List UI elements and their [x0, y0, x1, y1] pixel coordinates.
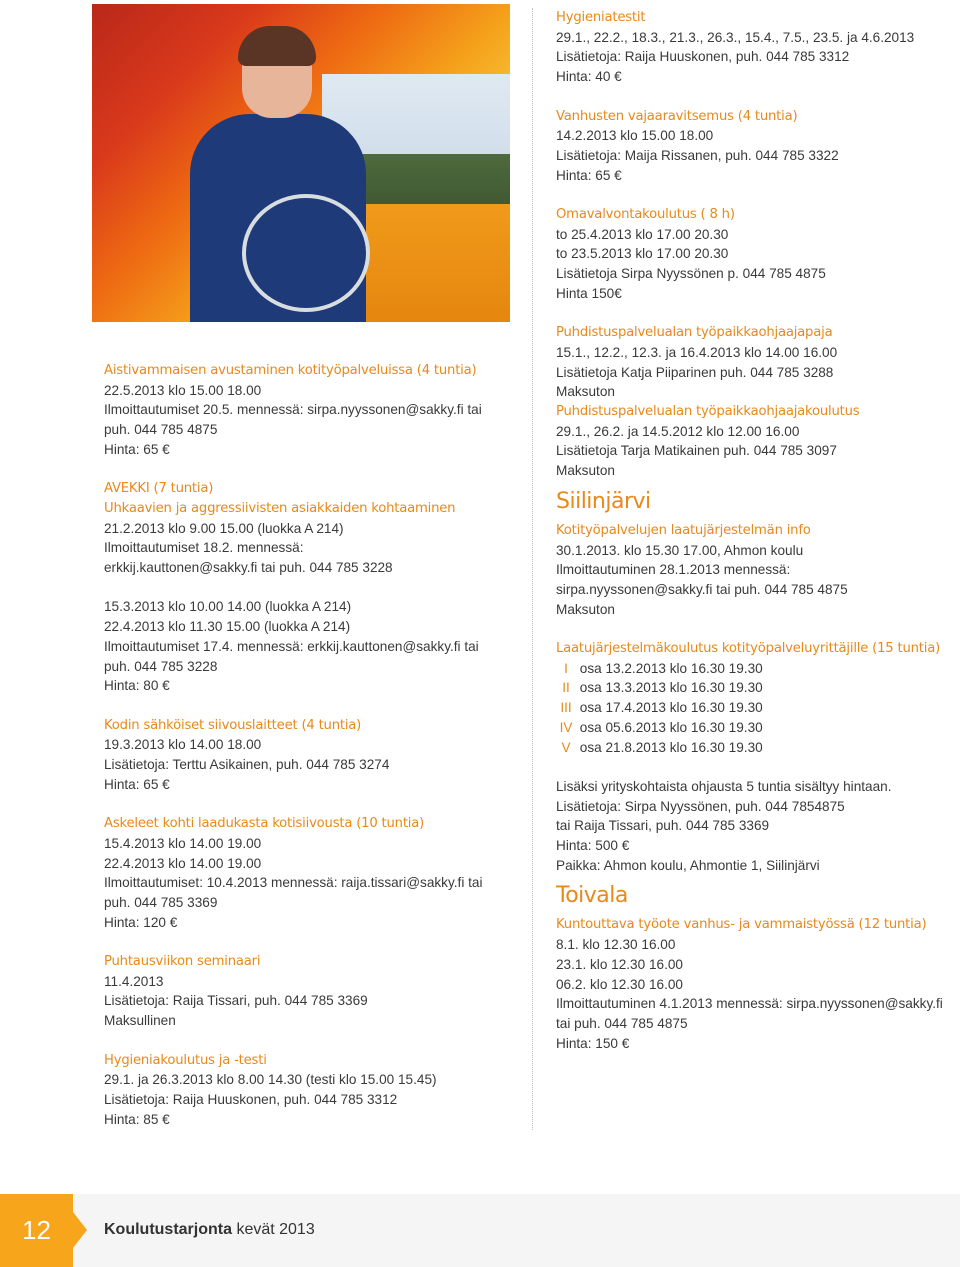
course-section [556, 521, 960, 620]
course-detail: 06.2. klo 12.30 16.00 [556, 976, 683, 992]
course-detail: 19.3.2013 klo 14.00 18.00 [104, 737, 262, 753]
course-detail: to 23.5.2013 klo 17.00 20.30 [556, 246, 729, 262]
course-detail: puh. 044 785 3369 [104, 894, 218, 910]
course-detail: to 25.4.2013 klo 17.00 20.30 [556, 226, 729, 242]
course-section [556, 402, 960, 481]
course-detail: Maksuton [556, 384, 615, 400]
course-section [104, 716, 514, 795]
course-detail: Lisätietoja: Sirpa Nyyssönen, puh. 044 7854875 [556, 798, 845, 814]
course-detail: 22.4.2013 klo 11.30 15.00 (luokka A 214) [104, 619, 351, 635]
course-heading: Puhtausviikon seminaari [104, 954, 261, 970]
course-detail: 21.2.2013 klo 9.00 15.00 (luokka A 214) [104, 520, 344, 536]
course-detail: Hinta: 85 € [104, 1111, 170, 1127]
course-detail: Lisätietoja Katja Piiparinen puh. 044 785 3288 [556, 364, 834, 380]
column-divider [532, 8, 533, 1130]
spacer [104, 1031, 514, 1051]
spacer [556, 185, 960, 205]
course-detail: Paikka: Ahmon koulu, Ahmontie 1, Siilinjärvi [556, 857, 820, 873]
course-heading: Puhdistuspalvelualan työpaikkaohjaajapaja [556, 325, 833, 341]
course-detail: 22.5.2013 klo 15.00 18.00 [104, 382, 262, 398]
course-detail: Ilmoittautumiset: 10.4.2013 mennessä: raija.tissari@sakky.fi tai [104, 875, 483, 891]
photo-hose [242, 194, 370, 312]
course-detail: Lisätietoja: Raija Huuskonen, puh. 044 785 3312 [556, 49, 850, 65]
part-text: osa 13.3.2013 klo 16.30 19.30 [579, 680, 763, 696]
course-detail: 15.3.2013 klo 10.00 14.00 (luokka A 214) [104, 599, 352, 615]
course-detail: Hinta: 40 € [556, 69, 622, 85]
course-detail: Hinta: 500 € [556, 838, 630, 854]
course-detail: puh. 044 785 3228 [104, 658, 218, 674]
course-detail: Ilmoittautumiset 20.5. mennessä: sirpa.nyyssonen@sakky.fi tai [104, 402, 482, 418]
course-detail: sirpa.nyyssonen@sakky.fi tai puh. 044 785 4875 [556, 581, 848, 597]
spacer [104, 932, 514, 952]
course-detail: Maksuton [556, 601, 615, 617]
spacer [556, 757, 960, 777]
course-part [556, 698, 960, 718]
spacer [556, 87, 960, 107]
course-detail: Lisäksi yrityskohtaista ohjausta 5 tuntia sisältyy hintaan. [556, 778, 892, 794]
course-detail: 14.2.2013 klo 15.00 18.00 [556, 128, 714, 144]
part-numeral: IV [559, 719, 573, 735]
course-detail: Lisätietoja Tarja Matikainen puh. 044 785 3097 [556, 443, 837, 459]
left-column [104, 361, 514, 1129]
footer-title [104, 1221, 315, 1239]
spacer [104, 460, 514, 480]
spacer [104, 578, 514, 598]
course-part [556, 718, 960, 738]
course-detail: Hinta: 65 € [104, 776, 170, 792]
course-section [556, 8, 960, 87]
course-detail: Hinta: 80 € [104, 678, 170, 694]
spacer [556, 304, 960, 324]
course-detail: 15.1., 12.2., 12.3. ja 16.4.2013 klo 14.00 16.00 [556, 344, 838, 360]
course-detail: 11.4.2013 [104, 973, 164, 989]
page-number: 12 [0, 1194, 73, 1267]
part-numeral: III [560, 700, 572, 716]
course-detail: Maksullinen [104, 1013, 176, 1029]
course-section [104, 952, 514, 1031]
course-heading: Kuntouttava työote vanhus- ja vammaistyössä (12 tuntia) [556, 917, 927, 933]
course-section [104, 479, 514, 696]
region-title-toivala: Toivala [556, 883, 628, 909]
spacer [556, 619, 960, 639]
course-part [556, 738, 960, 758]
course-detail: 29.1., 22.2., 18.3., 21.3., 26.3., 15.4., 7.5., 23.5. ja 4.6.2013 [556, 29, 915, 45]
right-column [556, 8, 960, 1053]
spacer [104, 696, 514, 716]
course-section [556, 323, 960, 402]
part-text: osa 13.2.2013 klo 16.30 19.30 [579, 660, 763, 676]
course-detail: Hinta: 150 € [556, 1035, 630, 1051]
course-detail: Lisätietoja: Maija Rissanen, puh. 044 785 3322 [556, 147, 839, 163]
course-detail: Ilmoittautumiset 17.4. mennessä: erkkij.kauttonen@sakky.fi tai [104, 638, 479, 654]
course-heading: Vanhusten vajaaravitsemus (4 tuntia) [556, 108, 798, 124]
part-numeral: II [562, 680, 570, 696]
course-heading: Laatujärjestelmäkoulutus kotityöpalveluyrittäjille (15 tuntia) [556, 641, 941, 657]
course-detail: 15.4.2013 klo 14.00 19.00 [104, 835, 262, 851]
course-detail: Ilmoittautuminen 4.1.2013 mennessä: sirpa.nyyssonen@sakky.fi [556, 996, 943, 1012]
course-detail: erkkij.kauttonen@sakky.fi tai puh. 044 785 3228 [104, 560, 393, 576]
course-detail: Ilmoittautumiset 18.2. mennessä: [104, 540, 304, 556]
course-detail: 29.1., 26.2. ja 14.5.2012 klo 12.00 16.00 [556, 423, 800, 439]
course-section [556, 639, 960, 875]
course-heading: Kodin sähköiset siivouslaitteet (4 tuntia) [104, 717, 362, 733]
course-detail: tai puh. 044 785 4875 [556, 1015, 688, 1031]
course-section [104, 1051, 514, 1130]
part-text: osa 21.8.2013 klo 16.30 19.30 [579, 739, 763, 755]
course-heading: Hygieniakoulutus ja -testi [104, 1052, 267, 1068]
course-detail: 8.1. klo 12.30 16.00 [556, 937, 676, 953]
course-section [104, 361, 514, 460]
course-heading: Aistivammaisen avustaminen kotityöpalveluissa (4 tuntia) [104, 363, 477, 378]
course-detail: Hinta: 65 € [556, 167, 622, 183]
footer-title-rest: kevät 2013 [232, 1221, 315, 1238]
course-section [104, 814, 514, 932]
course-part [556, 659, 960, 679]
footer-title-bold: Koulutustarjonta [104, 1221, 232, 1238]
spacer [104, 794, 514, 814]
part-numeral: I [564, 660, 568, 676]
cover-photo [92, 4, 510, 322]
part-text: osa 05.6.2013 klo 16.30 19.30 [579, 719, 763, 735]
course-heading: Hygieniatestit [556, 10, 646, 25]
part-text: osa 17.4.2013 klo 16.30 19.30 [579, 700, 763, 716]
course-detail: puh. 044 785 4875 [104, 422, 218, 438]
course-detail: Hinta 150€ [556, 285, 622, 301]
course-section [556, 915, 960, 1053]
course-detail: Maksuton [556, 463, 615, 479]
course-detail: 29.1. ja 26.3.2013 klo 8.00 14.30 (testi klo 15.00 15.45) [104, 1072, 437, 1088]
course-heading: Puhdistuspalvelualan työpaikkaohjaajakoulutus [556, 404, 860, 420]
course-detail: Ilmoittautuminen 28.1.2013 mennessä: [556, 562, 791, 578]
course-heading: Omavalvontakoulutus ( 8 h) [556, 207, 735, 222]
course-detail: 22.4.2013 klo 14.00 19.00 [104, 855, 262, 871]
photo-person-hair [238, 26, 316, 66]
course-detail: tai Raija Tissari, puh. 044 785 3369 [556, 818, 770, 834]
course-part [556, 678, 960, 698]
course-heading: Kotityöpalvelujen laatujärjestelmän info [556, 522, 811, 538]
course-section [556, 205, 960, 304]
course-detail: Hinta: 65 € [104, 441, 170, 457]
course-section [556, 107, 960, 186]
page-number-arrow [73, 1212, 87, 1248]
course-detail: Hinta: 120 € [104, 914, 178, 930]
region-title-siilinjarvi: Siilinjärvi [556, 488, 651, 514]
course-detail: 23.1. klo 12.30 16.00 [556, 956, 683, 972]
course-heading: Uhkaavien ja aggressiivisten asiakkaiden kohtaaminen [104, 500, 456, 516]
course-heading: AVEKKI (7 tuntia) [104, 481, 214, 497]
course-heading: Askeleet kohti laadukasta kotisiivousta (10 tuntia) [104, 816, 425, 832]
course-detail: Lisätietoja: Raija Huuskonen, puh. 044 785 3312 [104, 1091, 398, 1107]
course-detail: 30.1.2013. klo 15.30 17.00, Ahmon koulu [556, 542, 804, 558]
part-numeral: V [561, 739, 571, 755]
course-detail: Lisätietoja Sirpa Nyyssönen p. 044 785 4875 [556, 266, 826, 282]
course-detail: Lisätietoja: Terttu Asikainen, puh. 044 785 3274 [104, 757, 390, 773]
course-detail: Lisätietoja: Raija Tissari, puh. 044 785 3369 [104, 993, 368, 1009]
